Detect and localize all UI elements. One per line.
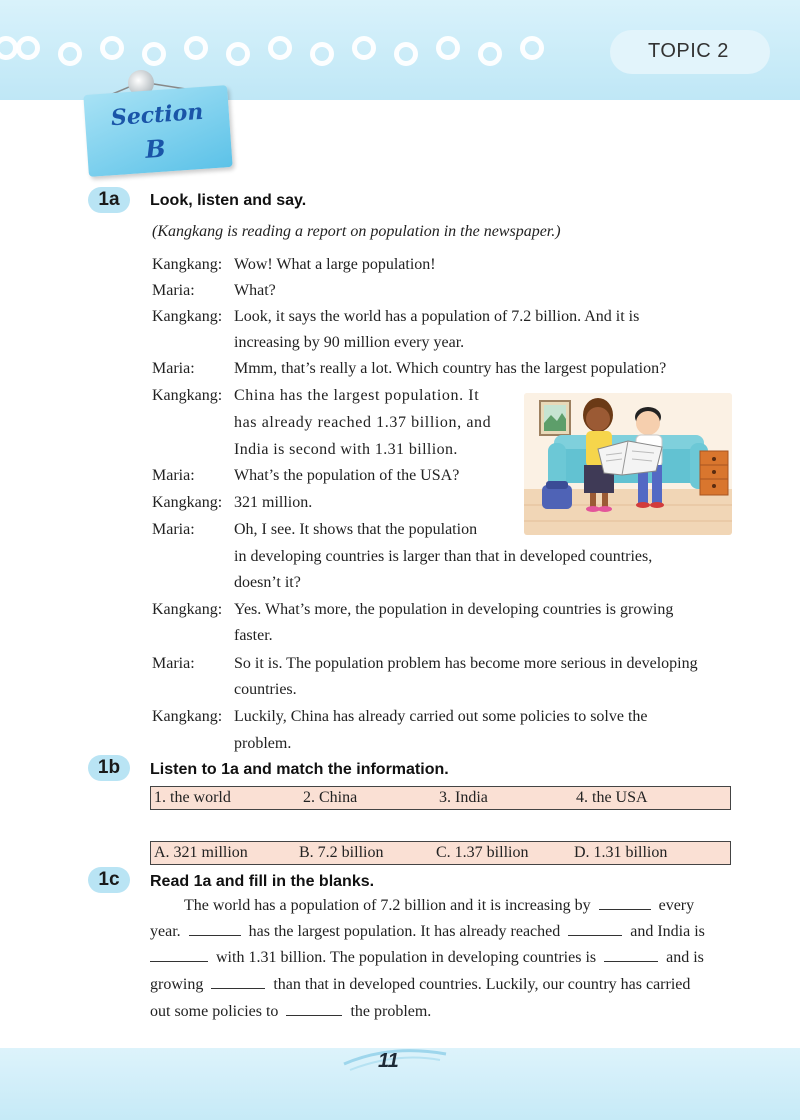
dialogue-line: Luckily, China has already carried out some policies to solve the xyxy=(234,708,648,725)
passage-text: and is xyxy=(666,949,704,966)
passage-text: every xyxy=(658,897,695,914)
section-sign-word: Section xyxy=(110,98,205,132)
dialogue-line: Look, it says the world has a population of 7.2 billion. And it is xyxy=(234,308,640,325)
speaker-label: Kangkang: xyxy=(152,708,223,725)
dialogue-line: 321 million. xyxy=(234,494,313,511)
passage-text: with 1.31 billion. The population in developing countries is xyxy=(216,949,597,966)
section-sign-letter: B xyxy=(144,133,167,164)
speaker-label: Maria: xyxy=(152,467,195,484)
passage-text: year. xyxy=(150,923,181,940)
ring-icon xyxy=(268,36,292,60)
match-item: 2. China xyxy=(303,789,358,806)
match-row-items xyxy=(150,786,731,810)
speaker-label: Kangkang: xyxy=(152,601,223,618)
match-item: 3. India xyxy=(439,789,488,806)
passage-text: The world has a population of 7.2 billion and it is increasing by xyxy=(184,897,591,914)
ring-icon xyxy=(184,36,208,60)
answer-blank[interactable] xyxy=(211,974,265,989)
exercise-1a-instruction: Look, listen and say. xyxy=(150,192,307,209)
fill-blank-line xyxy=(150,947,704,968)
ring-icon xyxy=(394,42,418,66)
exercise-badge-1b: 1b xyxy=(88,755,130,781)
answer-blank[interactable] xyxy=(286,1001,342,1016)
match-row-values xyxy=(150,841,731,865)
passage-text: has the largest population. It has already reached xyxy=(248,923,561,940)
dialogue-line: increasing by 90 million every year. xyxy=(234,334,465,351)
dialogue-line: Yes. What’s more, the population in developing countries is growing xyxy=(234,601,674,618)
dialogue-line: What? xyxy=(234,282,276,299)
speaker-label: Kangkang: xyxy=(152,256,223,273)
fill-blank-line xyxy=(184,895,694,916)
dialogue-line: India is second with 1.31 billion. xyxy=(234,441,458,458)
speaker-label: Kangkang: xyxy=(152,308,223,325)
passage-text: out some policies to xyxy=(150,1003,279,1020)
speaker-label: Kangkang: xyxy=(152,387,223,404)
header-circle-decoration xyxy=(0,34,580,70)
dialogue-line: problem. xyxy=(234,735,292,752)
ring-icon xyxy=(16,36,40,60)
exercise-1b-instruction: Listen to 1a and match the information. xyxy=(150,761,449,778)
dialogue-line: Mmm, that’s really a lot. Which country has the largest population? xyxy=(234,360,667,377)
dialogue-line: So it is. The population problem has become more serious in developing xyxy=(234,655,698,672)
ring-icon xyxy=(226,42,250,66)
exercise-badge-1c: 1c xyxy=(88,867,130,893)
answer-blank[interactable] xyxy=(599,895,651,910)
ring-icon xyxy=(436,36,460,60)
exercise-badge-1a: 1a xyxy=(88,187,130,213)
kids-reading-newspaper-image xyxy=(524,393,732,535)
match-item: 1. the world xyxy=(154,789,231,806)
dialogue-line: China has the largest population. It xyxy=(234,387,480,404)
ring-icon xyxy=(100,36,124,60)
dialogue-line: What’s the population of the USA? xyxy=(234,467,460,484)
dialogue-illustration xyxy=(524,393,732,535)
match-item: 4. the USA xyxy=(576,789,648,806)
fill-blank-line xyxy=(150,974,690,995)
exercise-1c-instruction: Read 1a and fill in the blanks. xyxy=(150,873,375,890)
answer-blank[interactable] xyxy=(604,947,658,962)
ring-icon xyxy=(58,42,82,66)
passage-text: and India is xyxy=(630,923,705,940)
dialogue-line: countries. xyxy=(234,681,297,698)
match-value: D. 1.31 billion xyxy=(574,844,668,861)
dialogue-line: in developing countries is larger than that in developed countries, xyxy=(234,548,653,565)
speaker-label: Maria: xyxy=(152,655,195,672)
section-sign xyxy=(78,70,238,180)
ring-icon xyxy=(352,36,376,60)
answer-blank[interactable] xyxy=(568,921,622,936)
dialogue-context: (Kangkang is reading a report on population in the newspaper.) xyxy=(152,223,561,240)
speaker-label: Kangkang: xyxy=(152,494,223,511)
passage-text: the problem. xyxy=(350,1003,432,1020)
section-sign-board xyxy=(83,85,232,177)
speaker-label: Maria: xyxy=(152,360,195,377)
dialogue-line: doesn’t it? xyxy=(234,574,301,591)
fill-blank-line xyxy=(150,1001,431,1022)
dialogue-line: faster. xyxy=(234,627,273,644)
passage-text: growing xyxy=(150,976,204,993)
speaker-label: Maria: xyxy=(152,282,195,299)
dialogue-line: Wow! What a large population! xyxy=(234,256,436,273)
dialogue-line: has already reached 1.37 billion, and xyxy=(234,414,492,431)
page-number: 11 xyxy=(378,1050,399,1072)
match-value: A. 321 million xyxy=(154,844,248,861)
topic-label: TOPIC 2 xyxy=(648,40,729,62)
ring-icon xyxy=(520,36,544,60)
ring-icon xyxy=(142,42,166,66)
match-value: C. 1.37 billion xyxy=(436,844,529,861)
match-value: B. 7.2 billion xyxy=(299,844,384,861)
ring-icon xyxy=(478,42,502,66)
answer-blank[interactable] xyxy=(189,921,241,936)
fill-blank-line xyxy=(150,921,705,942)
ring-icon xyxy=(310,42,334,66)
dialogue-line: Oh, I see. It shows that the population xyxy=(234,521,478,538)
passage-text: than that in developed countries. Luckily, our country has carried xyxy=(273,976,691,993)
speaker-label: Maria: xyxy=(152,521,195,538)
answer-blank[interactable] xyxy=(150,947,208,962)
